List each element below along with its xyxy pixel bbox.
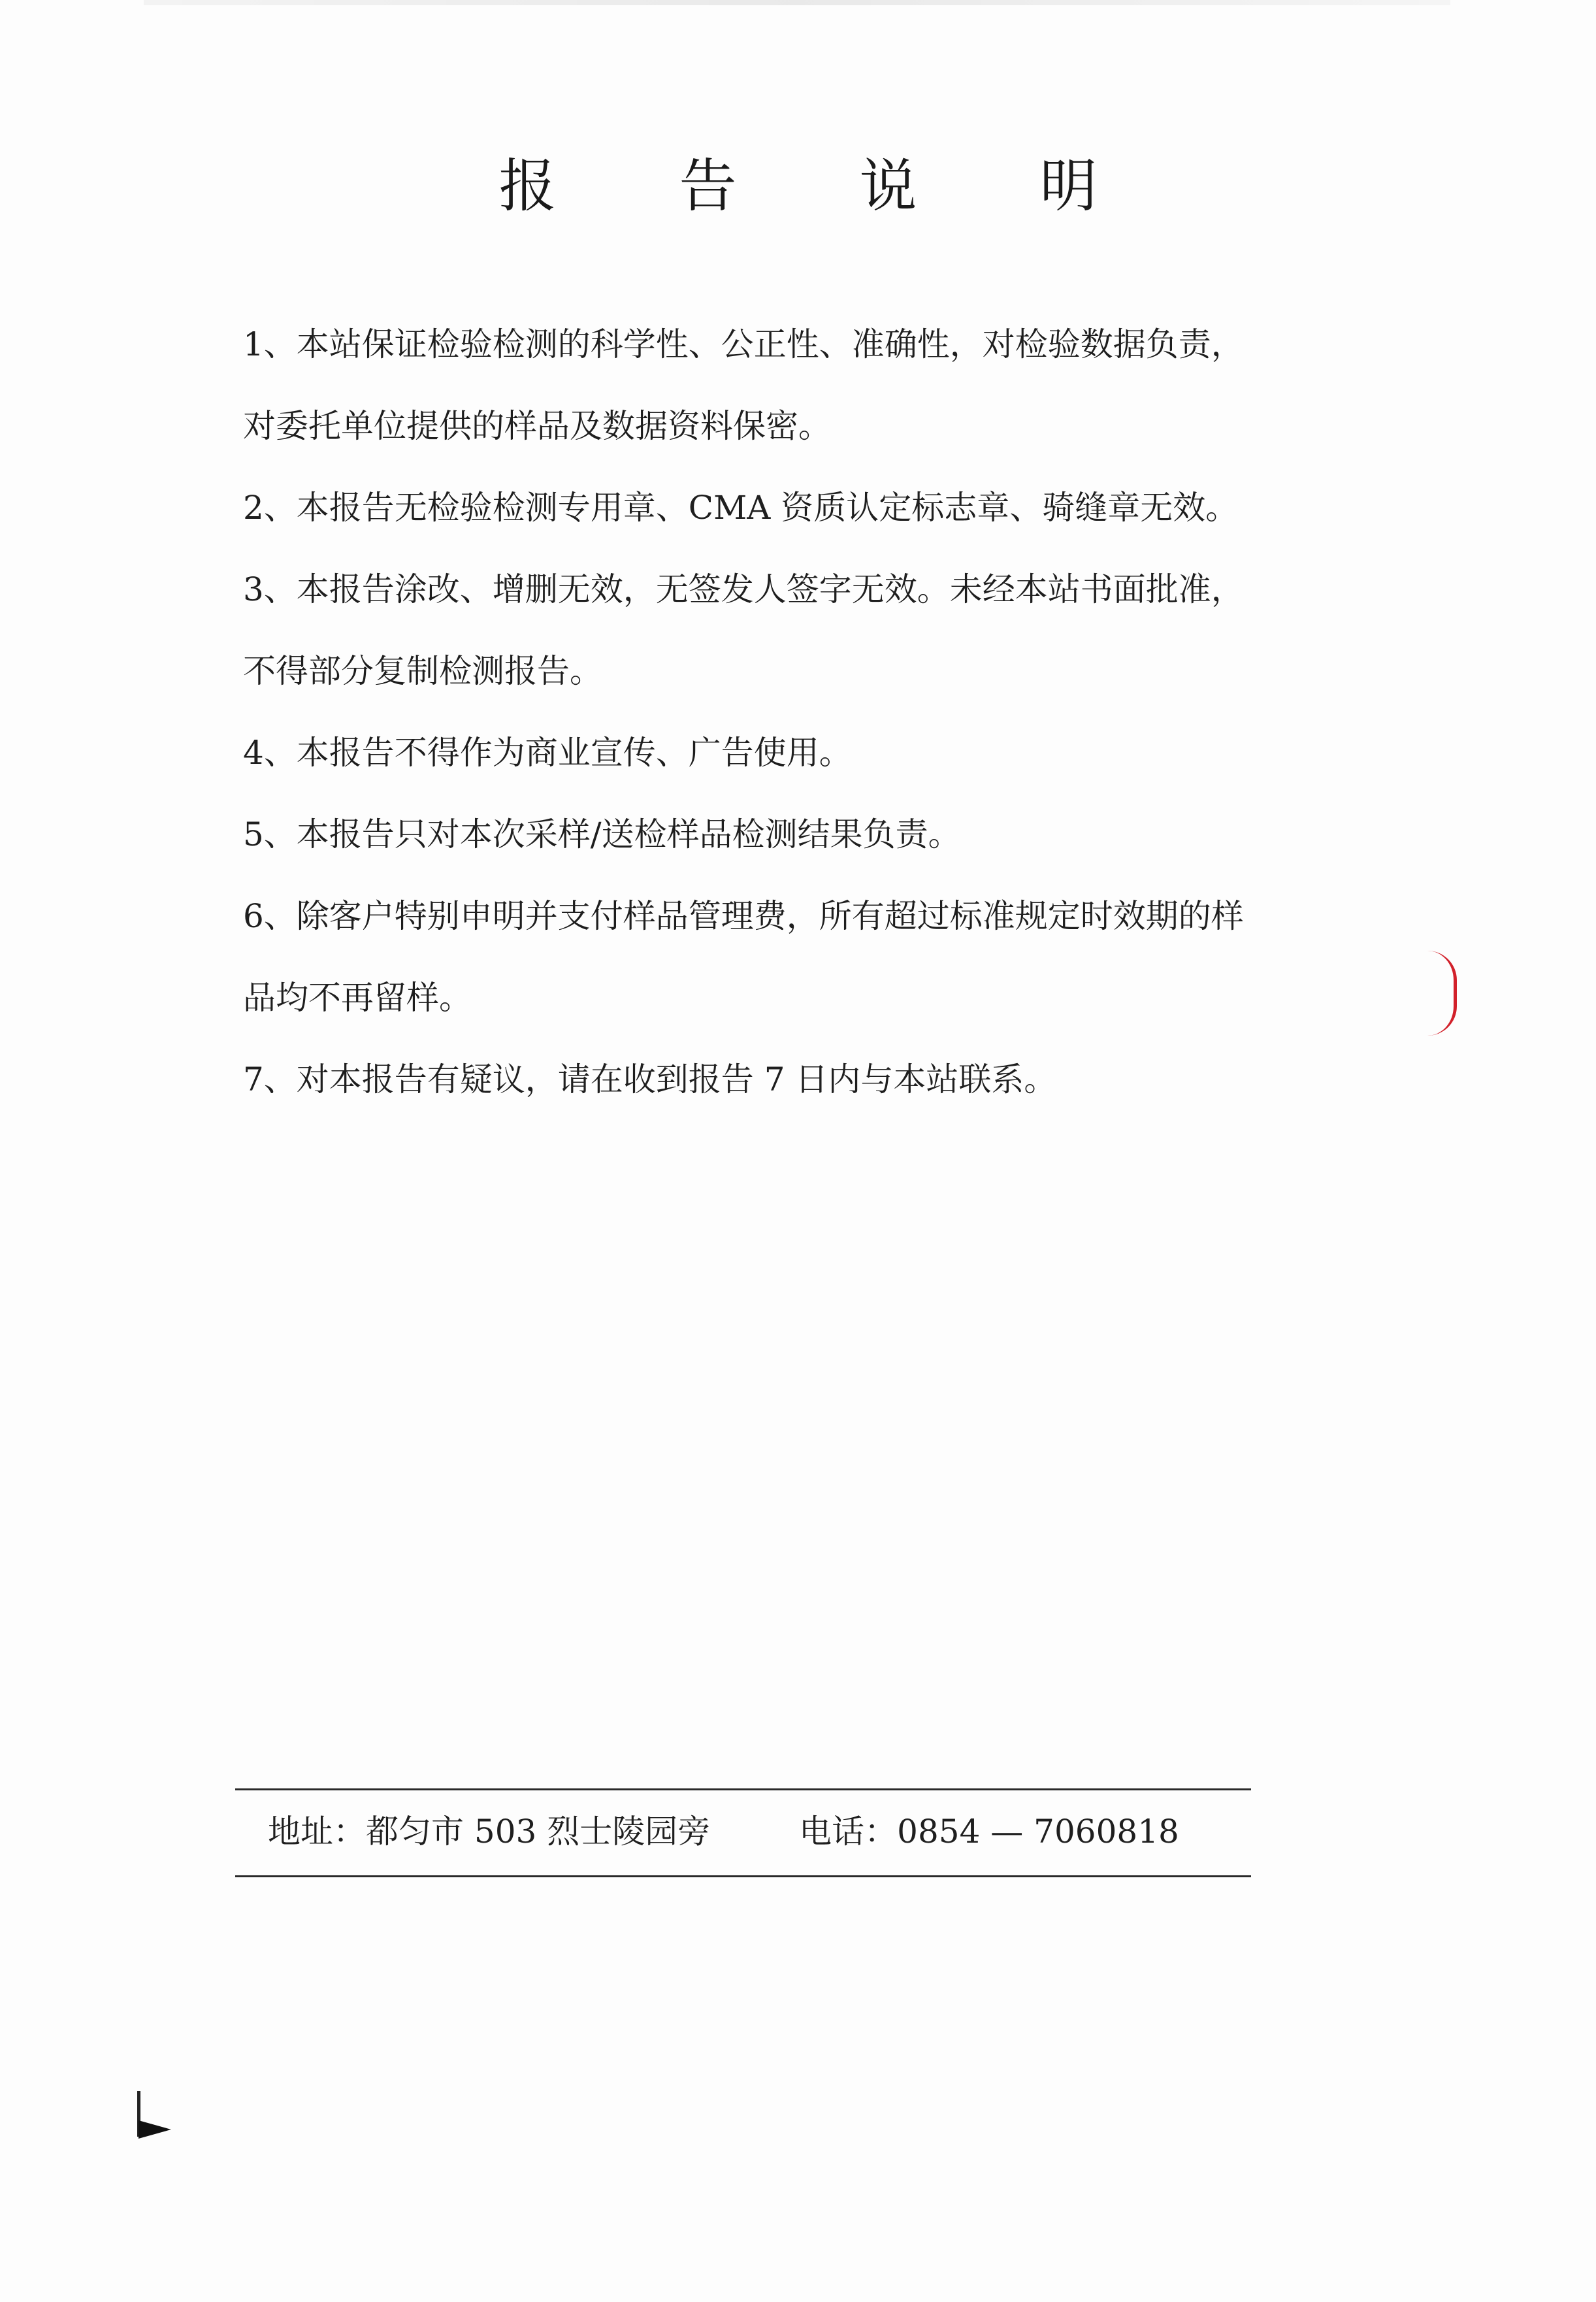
footer-address: 地址：都匀市 503 烈士陵园旁	[268, 1813, 711, 1850]
footer-top-divider	[235, 1788, 1251, 1790]
statement-item-5: 5、本报告只对本次采样/送检样品检测结果负责。	[243, 815, 961, 853]
statement-item-6: 6、除客户特别申明并支付样品管理费，所有超过标准规定时效期的样品均不再留样。	[243, 897, 1244, 1017]
page-title: 报 告 说 明	[498, 152, 1150, 220]
statement-item-1: 1、本站保证检验检测的科学性、公正性、准确性，对检验数据负责，对委托单位提供的样品及数据资料保密。	[243, 325, 1244, 445]
statement-item-2: 2、本报告无检验检测专用章、CMA 资质认定标志章、骑缝章无效。	[243, 489, 1239, 527]
statement-list	[243, 304, 1262, 1121]
statement-item-7: 7、对本报告有疑议，请在收到报告 7 日内与本站联系。	[243, 1061, 1057, 1098]
scan-edge-artifact	[144, 0, 1450, 5]
statement-item-4: 4、本报告不得作为商业宣传、广告使用。	[243, 734, 852, 772]
seal-edge-mark	[1427, 951, 1457, 1036]
corner-arrow-icon	[138, 2120, 171, 2139]
footer-bottom-divider	[235, 1875, 1251, 1877]
statement-item-3: 3、本报告涂改、增删无效，无签发人签字无效。未经本站书面批准，不得部分复制检测报告。	[243, 570, 1244, 690]
footer-contact	[268, 1802, 1248, 1861]
footer-phone: 电话：0854 — 7060818	[799, 1813, 1179, 1850]
